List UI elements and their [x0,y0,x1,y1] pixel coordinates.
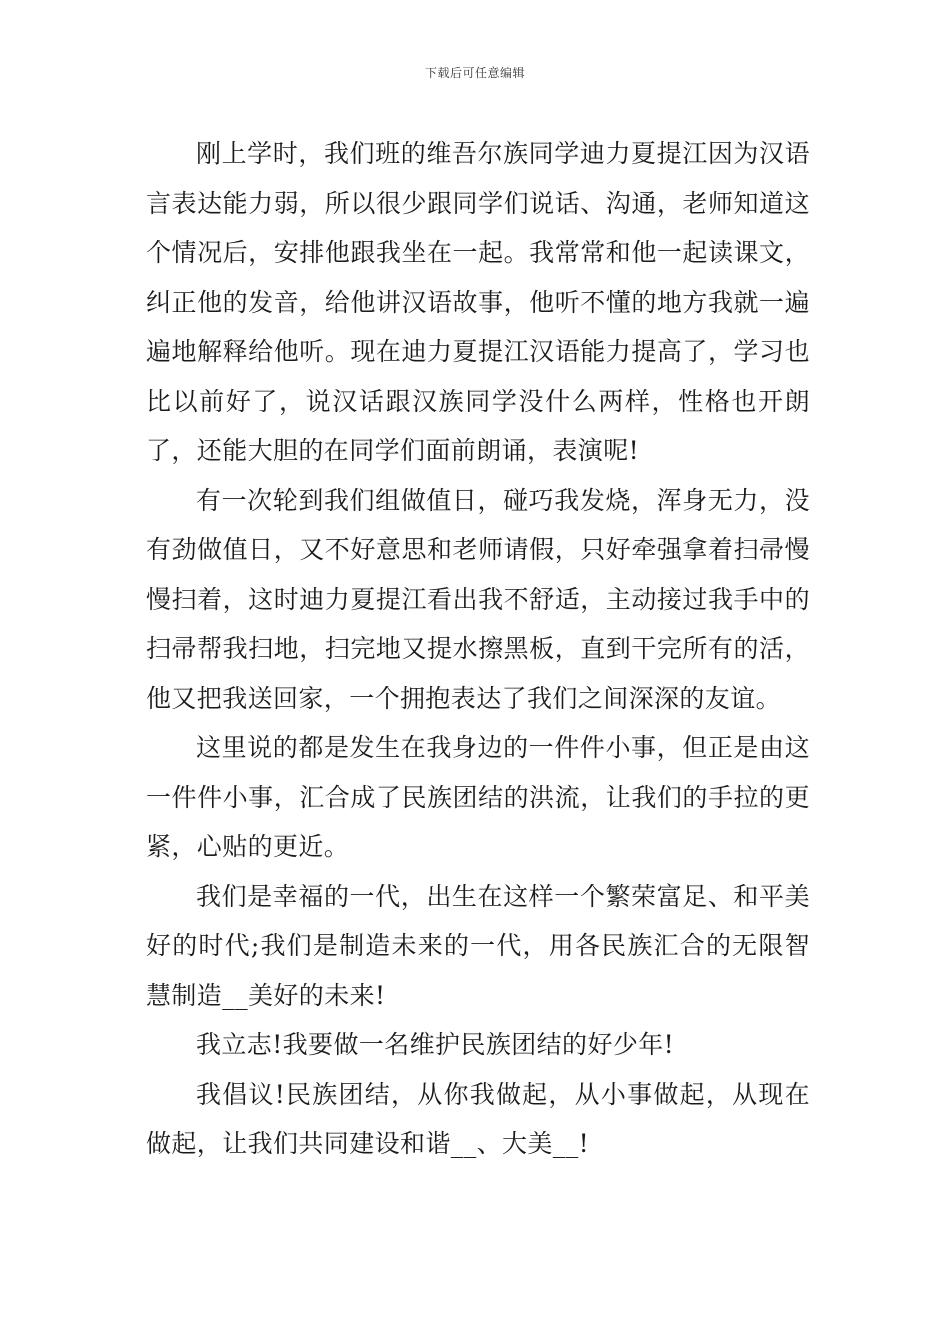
paragraph-4: 我们是幸福的一代，出生在这样一个繁荣富足、和平美好的时代;我们是制造未来的一代，用各民族汇合的无限智慧制造__美好的未来! [146,881,810,1010]
header-note: 下载后可任意编辑 [424,66,525,80]
document-body [146,129,810,1169]
paragraph-2: 有一次轮到我们组做值日，碰巧我发烧，浑身无力，没有劲做值日，又不好意思和老师请假，只好牵强拿着扫帚慢慢扫着，这时迪力夏提江看出我不舒适，主动接过我手中的扫帚帮我扫地，扫完地又提水擦黑板，直到干完所有的活，他又把我送回家，一个拥抱表达了我们之间深深的友谊。 [146,485,810,713]
paragraph-6: 我倡议!民族团结，从你我做起，从小事做起，从现在做起，让我们共同建设和谐__、大美__! [146,1079,810,1158]
paragraph-5: 我立志!我要做一名维护民族团结的好少年! [196,1030,675,1059]
paragraph-3: 这里说的都是发生在我身边的一件件小事，但正是由这一件件小事，汇合成了民族团结的洪流，让我们的手拉的更紧，心贴的更近。 [146,733,810,861]
paragraph-1: 刚上学时，我们班的维吾尔族同学迪力夏提江因为汉语言表达能力弱，所以很少跟同学们说话、沟通，老师知道这个情况后，安排他跟我坐在一起。我常常和他一起读课文，纠正他的发音，给他讲汉语故事，他听不懂的地方我就一遍遍地解释给他听。现在迪力夏提江汉语能力提高了，学习也比以前好了，说汉话跟汉族同学没什么两样，性格也开朗了，还能大胆的在同学们面前朗诵，表演呢! [146,139,810,465]
